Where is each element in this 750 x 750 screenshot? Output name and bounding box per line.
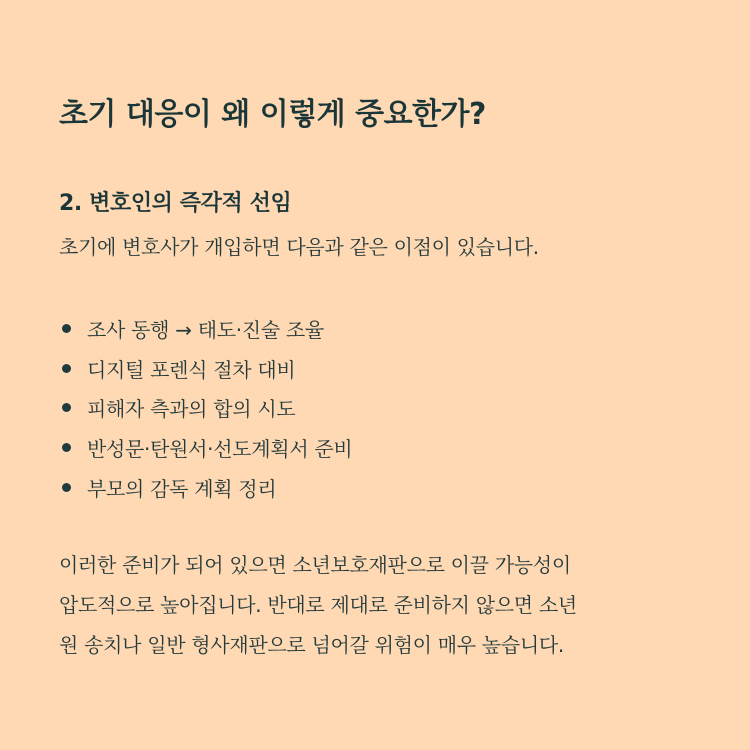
benefit-list — [59, 309, 352, 507]
list-item-text: 반성문·탄원서·선도계획서 준비 — [87, 437, 353, 462]
list-item-text: 디지털 포렌식 절차 대비 — [87, 357, 296, 382]
bullet-icon — [62, 403, 71, 412]
bullet-icon — [62, 364, 71, 373]
page-title: 초기 대응이 왜 이렇게 중요한가? — [59, 97, 486, 132]
list-item-text: 피해자 측과의 합의 시도 — [87, 397, 296, 422]
bullet-icon — [62, 443, 71, 452]
paragraph-line: 원 송치나 일반 형사재판으로 넘어갈 위험이 매우 높습니다. — [59, 633, 564, 657]
list-item — [59, 467, 352, 507]
section-heading: 2. 변호인의 즉각적 선임 — [59, 191, 292, 216]
content-card — [59, 0, 699, 750]
section-intro: 초기에 변호사가 개입하면 다음과 같은 이점이 있습니다. — [59, 235, 539, 259]
paragraph-line: 이러한 준비가 되어 있으면 소년보호재판으로 이끌 가능성이 — [59, 553, 571, 577]
list-item-text: 조사 동행 → 태도·진술 조율 — [87, 318, 324, 343]
list-item — [59, 349, 352, 389]
closing-paragraph — [59, 545, 577, 665]
bullet-icon — [62, 483, 71, 492]
paragraph-line: 압도적으로 높아집니다. 반대로 제대로 준비하지 않으면 소년 — [59, 593, 577, 617]
list-item — [59, 309, 352, 349]
list-item-text: 부모의 감독 계획 정리 — [87, 476, 277, 501]
bullet-icon — [62, 324, 71, 333]
list-item — [59, 388, 352, 428]
list-item — [59, 428, 352, 468]
